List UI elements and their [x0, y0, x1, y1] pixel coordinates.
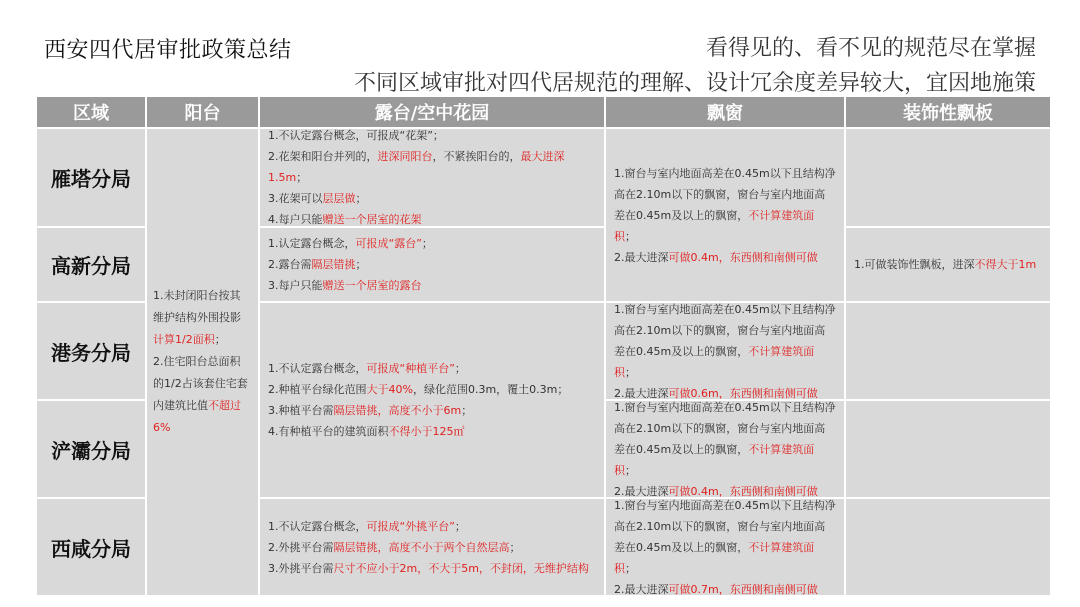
highlight-text: 赠送一个居室的花架: [322, 213, 422, 226]
text-line: [614, 499, 836, 516]
rule-text: ；: [355, 258, 367, 271]
highlight-text: 隔层错挑: [311, 258, 356, 271]
bay-window-chanba: [606, 401, 844, 497]
page-title: 西安四代居审批政策总结: [44, 38, 292, 63]
text-line: [614, 401, 836, 418]
rule-text: 2.最大进深: [614, 484, 669, 497]
terrace-gangwu-chanba: [260, 303, 604, 497]
text-line: [614, 163, 836, 184]
rule-text: 高在2.10m以下的飘窗，窗台与室内地面高: [614, 421, 826, 435]
highlight-text: 可做0.7m，东西侧和南侧可做: [668, 582, 818, 595]
rule-text: 1.可做装饰性飘板，进深: [854, 258, 975, 271]
rule-text: 2.种植平台绿化范围: [268, 383, 367, 396]
rule-text: 高在2.10m以下的飘窗，窗台与室内地面高: [614, 519, 826, 533]
highlight-text: 不计算建筑面积: [614, 208, 815, 243]
rule-text: 2.花架和阳台并列的，: [268, 150, 378, 163]
district-gaoxin: 高新分局: [37, 228, 145, 301]
rule-text: 4.有种植平台的建筑面积: [268, 425, 389, 438]
district-chanba: 浐灞分局: [37, 401, 145, 497]
header-balcony: 阳台: [147, 97, 258, 127]
header-decor-board: 装饰性飘板: [846, 97, 1050, 127]
text-line: [268, 400, 596, 421]
highlight-text: 大于40%: [366, 383, 413, 396]
text-line: [614, 205, 836, 247]
rule-text: 差在0.45m及以上的飘窗，: [614, 442, 749, 456]
text-line: [153, 417, 252, 439]
text-line: [153, 329, 252, 351]
rule-text: ；: [421, 237, 433, 250]
rule-text: 维护结构外围投影: [153, 311, 241, 324]
rule-text: 3.花架可以: [268, 192, 323, 205]
text-line: [614, 383, 836, 400]
text-line: [153, 373, 252, 395]
text-line: [614, 439, 836, 481]
text-line: [268, 209, 596, 226]
rule-text: 1.窗台与室内地面高差在0.45m以下且结构净: [614, 166, 836, 180]
rule-text: 2.最大进深: [614, 582, 669, 595]
rule-text: 1.窗台与室内地面高差在0.45m以下且结构净: [614, 401, 836, 414]
highlight-text: 不计算建筑面积: [614, 442, 815, 477]
text-line: [614, 579, 836, 596]
rule-text: 1.认定露台概念，: [268, 237, 356, 250]
text-line: [614, 481, 836, 498]
rule-text: 1.窗台与室内地面高差在0.45m以下且结构净: [614, 303, 836, 316]
decor-gangwu: [846, 303, 1050, 399]
text-line: [268, 379, 596, 400]
rule-text: ，不紧挨阳台的，: [432, 150, 521, 163]
terrace-xixian: [260, 499, 604, 595]
rule-text: ；: [355, 192, 367, 205]
text-line: [268, 146, 596, 188]
highlight-text: 不计算建筑面积: [614, 540, 815, 575]
rule-text: 2.外挑平台需: [268, 540, 334, 554]
rule-text: 的1/2占该套住宅套: [153, 377, 248, 390]
text-line: [268, 358, 596, 379]
district-yanta: 雁塔分局: [37, 129, 145, 226]
rule-text: 差在0.45m及以上的飘窗，: [614, 344, 749, 358]
text-line: [268, 254, 596, 275]
header-bay-window: 飘窗: [606, 97, 844, 127]
highlight-text: 最大进深1.5m: [268, 150, 565, 184]
rule-text: 1.不认定露台概念，可报成“花架”；: [268, 129, 444, 142]
highlight-text: 隔层错挑，高度不小于6m: [333, 404, 462, 417]
rule-text: ；: [625, 365, 636, 379]
rule-text: ；: [509, 540, 521, 554]
terrace-yanta: [260, 129, 604, 226]
rule-text: ；: [454, 362, 466, 375]
rule-text: ；: [625, 561, 636, 575]
highlight-text: 6%: [153, 421, 171, 434]
highlight-text: 层层做: [322, 192, 356, 205]
text-line: [153, 351, 252, 373]
highlight-text: 不超过: [208, 399, 241, 412]
text-line: [153, 285, 252, 307]
highlight-text: 可做0.6m，东西侧和南侧可做: [668, 386, 818, 399]
header-region: 区域: [37, 97, 145, 127]
district-xixian: 西咸分局: [37, 499, 145, 595]
text-line: [268, 188, 596, 209]
text-line: [614, 303, 836, 320]
text-line: [614, 341, 836, 383]
highlight-text: 计算1/2面积: [153, 333, 215, 346]
text-line: [614, 516, 836, 537]
highlight-text: 赠送一个居室的露台: [322, 279, 422, 292]
text-line: [268, 233, 596, 254]
rule-text: 内建筑比值: [153, 399, 208, 412]
text-line: [153, 395, 252, 417]
text-line: [614, 537, 836, 579]
highlight-text: 可做0.4m，东西侧和南侧可做: [668, 250, 818, 264]
rule-text: 3.每户只能: [268, 279, 323, 292]
decor-chanba: [846, 401, 1050, 497]
rule-text: 2.露台需: [268, 258, 312, 271]
bay-window-xixian: [606, 499, 844, 595]
text-line: [614, 418, 836, 439]
highlight-text: 不计算建筑面积: [614, 344, 815, 379]
text-line: [268, 275, 596, 296]
rule-text: 差在0.45m及以上的飘窗，: [614, 540, 749, 554]
rule-text: 4.每户只能: [268, 213, 323, 226]
rule-text: 3.外挑平台需: [268, 561, 334, 575]
rule-text: ，绿化范围0.3m，覆土0.3m；: [412, 383, 569, 396]
text-line: [614, 247, 836, 268]
highlight-text: 不得大于1m: [974, 258, 1037, 271]
page-subtitle-2: 不同区域审批对四代居规范的理解、设计冗余度差异较大，宜因地施策: [353, 71, 1036, 96]
rule-text: 1.窗台与室内地面高差在0.45m以下且结构净: [614, 499, 836, 512]
terrace-gaoxin: [260, 228, 604, 301]
page-subtitle-1: 看得见的、看不见的规范尽在掌握: [705, 36, 1036, 61]
rule-text: ；: [461, 404, 473, 417]
text-line: [854, 254, 1042, 275]
text-line: [268, 421, 596, 442]
decor-yanta: [846, 129, 1050, 226]
rule-text: ；: [454, 519, 466, 533]
rule-text: 高在2.10m以下的飘窗，窗台与室内地面高: [614, 323, 826, 337]
rule-text: ；: [296, 171, 308, 184]
text-line: [614, 320, 836, 341]
highlight-text: 进深同阳台: [377, 150, 433, 163]
text-line: [268, 537, 596, 558]
header-terrace: 露台/空中花园: [260, 97, 604, 127]
text-line: [268, 129, 596, 146]
rule-text: 2.住宅阳台总面积: [153, 355, 241, 368]
district-gangwu: 港务分局: [37, 303, 145, 399]
rule-text: 3.种植平台需: [268, 404, 334, 417]
rule-text: 1.不认定露台概念，: [268, 362, 367, 375]
highlight-text: 隔层错挑，高度不小于两个自然层高: [333, 540, 510, 554]
decor-xixian: [846, 499, 1050, 595]
bay-window-yanta-gaoxin: [606, 129, 844, 301]
highlight-text: 尺寸不应小于2m，不大于5m，不封闭，无维护结构: [333, 561, 589, 575]
highlight-text: 可报成“露台”: [355, 237, 422, 250]
decor-gaoxin: [846, 228, 1050, 301]
text-line: [153, 307, 252, 329]
highlight-text: 可做0.4m，东西侧和南侧可做: [668, 484, 818, 497]
highlight-text: 可报成“外挑平台”: [366, 519, 455, 533]
rule-text: 1.未封闭阳台按其: [153, 289, 241, 302]
bay-window-gangwu: [606, 303, 844, 399]
rule-text: 高在2.10m以下的飘窗，窗台与室内地面高: [614, 187, 826, 201]
text-line: [268, 516, 596, 537]
highlight-text: 可报成“种植平台”: [366, 362, 455, 375]
rule-text: 差在0.45m及以上的飘窗，: [614, 208, 749, 222]
rule-text: ；: [625, 463, 636, 477]
text-line: [268, 558, 596, 579]
balcony-rules: [147, 129, 258, 595]
rule-text: ；: [214, 333, 226, 346]
highlight-text: 不得小于125㎡: [388, 425, 465, 438]
rule-text: 1.不认定露台概念，: [268, 519, 367, 533]
text-line: [614, 184, 836, 205]
rule-text: 2.最大进深: [614, 250, 669, 264]
rule-text: ；: [625, 229, 636, 243]
rule-text: 2.最大进深: [614, 386, 669, 399]
